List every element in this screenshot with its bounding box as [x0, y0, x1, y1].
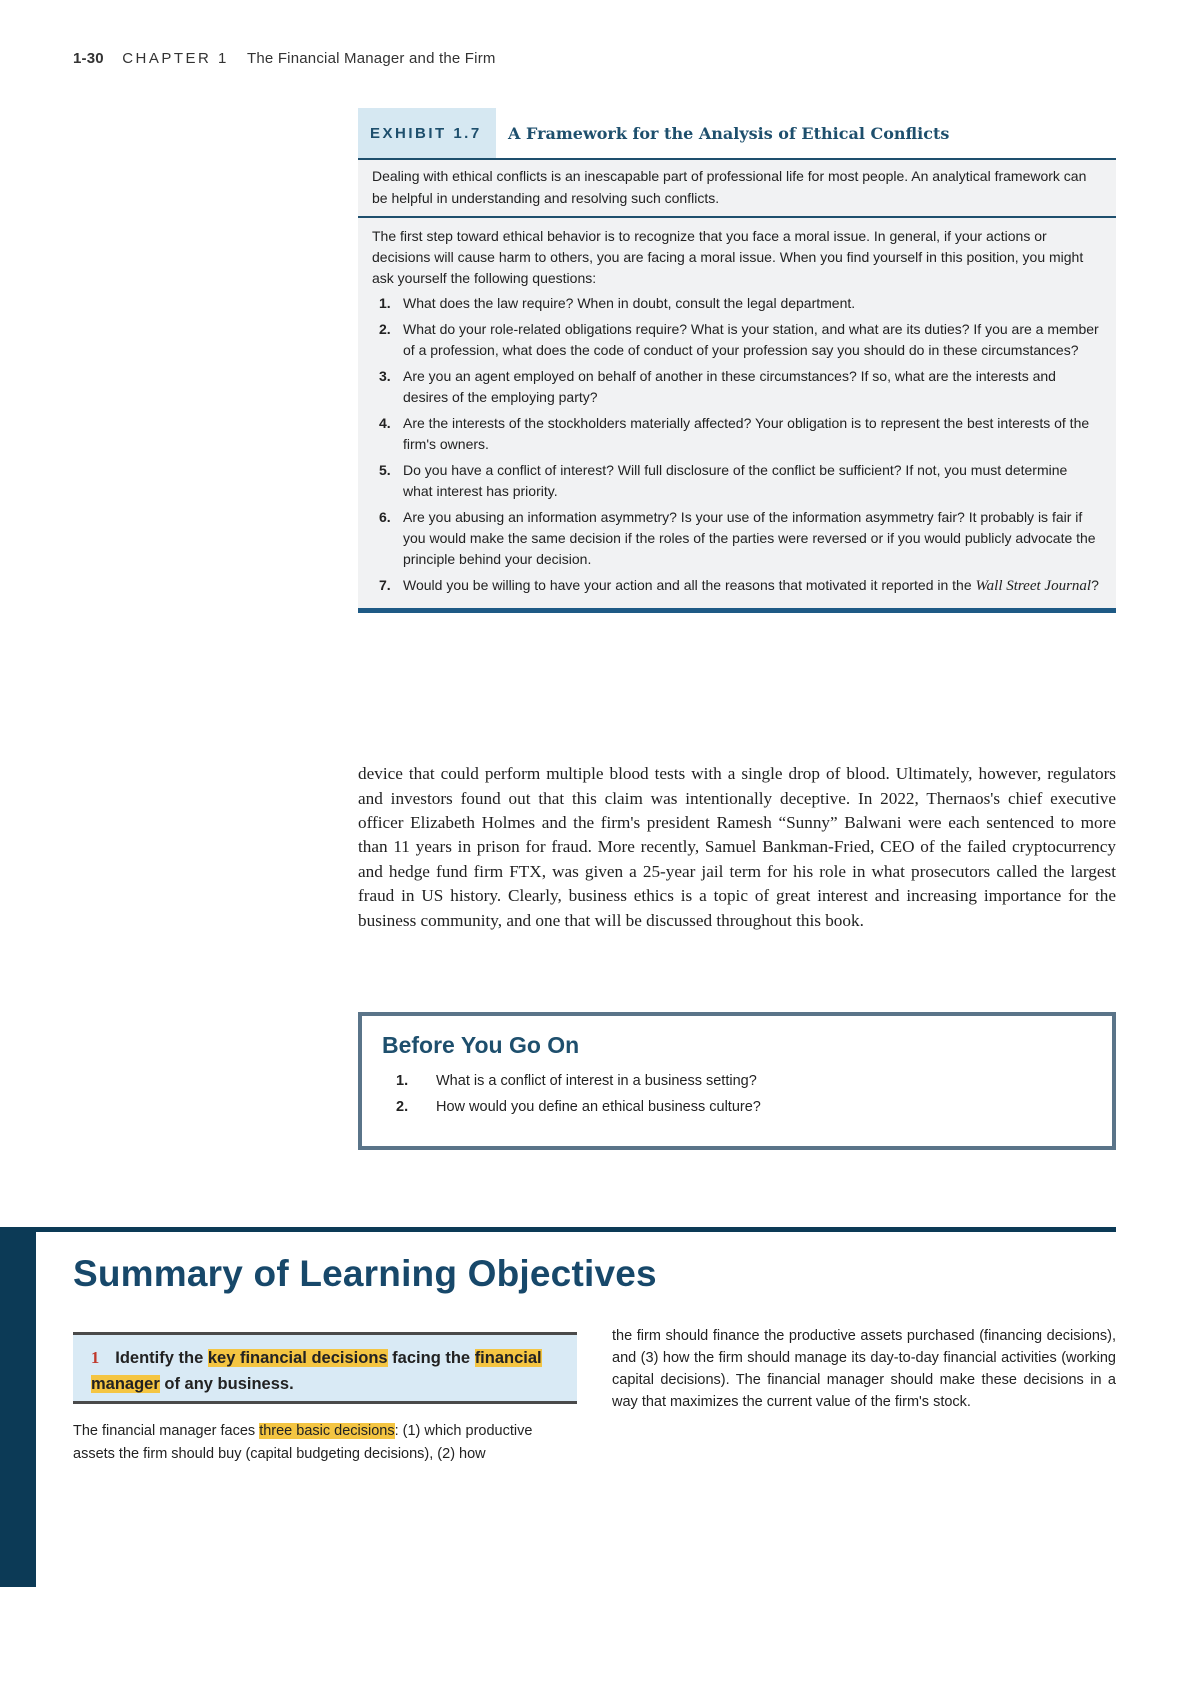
before-you-go-on-box: [358, 1012, 1116, 1150]
exhibit-question-list: [372, 293, 1100, 597]
running-head: [73, 50, 496, 67]
objective-text: of any business.: [159, 1375, 294, 1393]
item-text: How would you define an ethical business culture?: [436, 1099, 761, 1115]
exhibit-label: EXHIBIT 1.7: [358, 108, 496, 158]
item-text: Are you an agent employed on behalf of another in these circumstances? If so, what are the interests and desires of the employing party?: [403, 368, 1056, 405]
item-number: 4.: [379, 415, 391, 431]
section-side-bar: [0, 1227, 36, 1587]
highlight-key-financial-decisions: key financial decisions: [207, 1349, 388, 1367]
list-item: [372, 366, 1100, 408]
item-number: 6.: [379, 509, 391, 525]
page-number: 1-30: [73, 50, 104, 67]
review-question-list: [382, 1073, 1092, 1115]
objective-text: Identify the: [115, 1349, 208, 1367]
list-item: [372, 575, 1100, 597]
item-text: What does the law require? When in doubt, consult the legal department.: [403, 295, 856, 311]
exhibit-box: [358, 108, 1116, 613]
before-you-go-on-title: Before You Go On: [382, 1032, 580, 1058]
chapter-label: CHAPTER 1: [122, 50, 229, 67]
summary-text: : (1) which productive assets the firm should buy (capital budgeting decisions), (2) how: [73, 1423, 533, 1462]
item-number: 3.: [379, 368, 391, 384]
item-number: 2.: [396, 1099, 409, 1115]
chapter-title: The Financial Manager and the Firm: [247, 50, 496, 67]
item-number: 2.: [379, 321, 391, 337]
learning-objective-box: [73, 1332, 577, 1404]
list-item: [372, 319, 1100, 361]
item-text: Are you abusing an information asymmetry? Is your use of the information asymmetry fair? It probably is fair if you would make the same decision if the roles of the parties were reversed or if you would publicly advocate the principle behind your decision.: [403, 509, 1096, 567]
item-7-end: ?: [1091, 577, 1099, 593]
exhibit-header: [358, 108, 1116, 160]
list-item: [382, 1099, 1092, 1115]
list-item: [372, 293, 1100, 314]
item-text: [403, 575, 1100, 597]
exhibit-lead: The first step toward ethical behavior is to recognize that you face a moral issue. In general, if your actions or decisions will cause harm to others, you are facing a moral issue. When you find yourself in this position, you might ask yourself the following questions:: [372, 228, 1084, 286]
summary-title: Summary of Learning Objectives: [73, 1253, 657, 1294]
item-number: 5.: [379, 462, 391, 478]
list-item: [382, 1073, 1092, 1089]
exhibit-body: [358, 218, 1116, 613]
journal-name: Wall Street Journal: [975, 578, 1092, 594]
list-item: [372, 460, 1100, 502]
section-top-rule: [36, 1227, 1116, 1232]
highlight-three-basic-decisions: three basic decisions: [259, 1423, 395, 1439]
summary-left-column: [73, 1420, 577, 1466]
highlight-financial-manager: financial manager: [91, 1349, 542, 1393]
summary-text: The financial manager faces: [73, 1423, 260, 1439]
objective-text: facing the: [387, 1349, 475, 1367]
objective-number: 1: [91, 1348, 100, 1367]
item-number: 7.: [379, 577, 391, 593]
exhibit-title: A Framework for the Analysis of Ethical Conflicts: [508, 123, 950, 143]
item-text: Do you have a conflict of interest? Will full disclosure of the conflict be sufficient? If not, you must determine what interest has priority.: [403, 462, 1068, 499]
body-paragraph: device that could perform multiple blood tests with a single drop of blood. Ultimately, however, regulators and investors found out that this claim was intentionally deceptive. In 2022, Thernaos's chief executive officer Elizabeth Holmes and the firm's president Ramesh “Sunny” Balwani were each sentenced to more than 11 years in prison for fraud. More recently, Samuel Bankman-Fried, CEO of the failed cryptocurrency and hedge fund firm FTX, was given a 25-year jail term for his role in what prosecutors called the largest fraud in US history. Clearly, business ethics is a topic of great interest and increasing importance for the business community, and one that will be discussed throughout this book.: [358, 764, 1116, 930]
item-text: What do your role-related obligations require? What is your station, and what are its duties? If you are a member of a profession, what does the code of conduct of your profession say you should do in these circumstances?: [403, 321, 1099, 358]
item-number: 1.: [396, 1073, 409, 1089]
item-number: 1.: [379, 295, 391, 311]
item-text: What is a conflict of interest in a business setting?: [436, 1073, 757, 1089]
summary-right-column: the firm should finance the productive assets purchased (financing decisions), and (3) how the firm should manage its day-to-day financial activities (working capital decisions). The financial manager should make these decisions in a way that maximizes the current value of the firm's stock.: [612, 1328, 1116, 1410]
item-text: Are the interests of the stockholders materially affected? Your obligation is to represent the best interests of the firm's owners.: [403, 415, 1090, 452]
list-item: [372, 507, 1100, 570]
exhibit-intro: Dealing with ethical conflicts is an inescapable part of professional life for most people. An analytical framework can be helpful in understanding and resolving such conflicts.: [358, 160, 1116, 218]
item-7-text: Would you be willing to have your action and all the reasons that motivated it reported in the: [403, 577, 972, 593]
list-item: [372, 413, 1100, 455]
